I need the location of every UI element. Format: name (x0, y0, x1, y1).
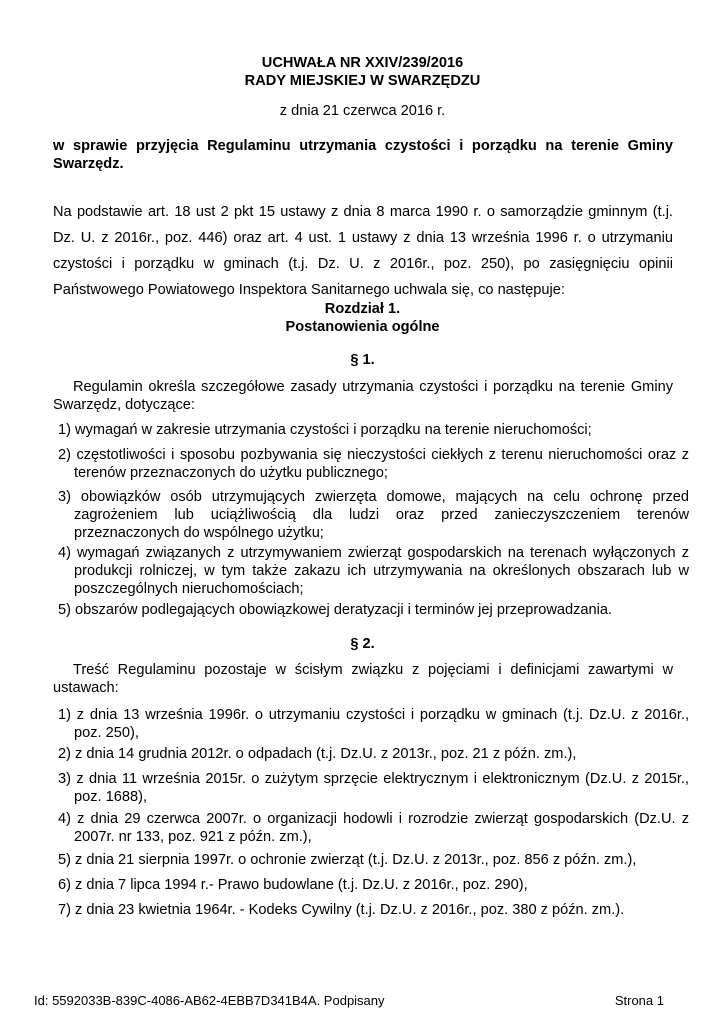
section-1-item: 4) wymagań związanych z utrzymywaniem zwierząt gospodarskich na terenach wyłączonych z produkcji rolniczej, w tym także zakazu ich utrzymywania na określonych obszarach lub w poszczególnych nieruchomościach; (58, 545, 689, 597)
section-2-item: 3) z dnia 11 września 2015r. o zużytym sprzęcie elektrycznym i elektronicznym (Dz.U. z 2015r., poz. 1688), (58, 771, 689, 805)
section-1-heading: § 1. (350, 352, 375, 368)
section-2-item: 2) z dnia 14 grudnia 2012r. o odpadach (t.j. Dz.U. z 2013r., poz. 21 z późn. zm.), (58, 746, 577, 762)
section-1-text: Regulamin określa szczegółowe zasady utrzymania czystości i porządku na terenie Gminy Swarzędz, dotyczące: (53, 379, 673, 413)
section-2-item: 5) z dnia 21 sierpnia 1997r. o ochronie zwierząt (t.j. Dz.U. z 2013r., poz. 856 z późn. zm.), (58, 852, 637, 868)
resolution-subject: w sprawie przyjęcia Regulaminu utrzymania czystości i porządku na terenie Gminy Swarzędz. (53, 138, 673, 172)
resolution-date: z dnia 21 czerwca 2016 r. (279, 103, 446, 119)
page-number: Strona 1 (614, 993, 664, 1008)
section-2-item: 1) z dnia 13 września 1996r. o utrzymaniu czystości i porządku w gminach (t.j. Dz.U. z 2016r., poz. 250), (58, 707, 689, 741)
section-1-item: 5) obszarów podlegających obowiązkowej deratyzacji i terminów jej przeprowadzania. (58, 602, 613, 618)
section-2-heading: § 2. (350, 636, 375, 652)
council-name: RADY MIEJSKIEJ W SWARZĘDZU (244, 73, 481, 89)
chapter-number: Rozdział 1. (324, 301, 401, 317)
section-2-item: 6) z dnia 7 lipca 1994 r.- Prawo budowlane (t.j. Dz.U. z 2016r., poz. 290), (58, 877, 528, 893)
section-1-item: 1) wymagań w zakresie utrzymania czystości i porządku na terenie nieruchomości; (58, 422, 592, 438)
document-id-footer: Id: 5592033B-839C-4086-AB62-4EBB7D341B4A. Podpisany (34, 993, 385, 1008)
section-2-item: 7) z dnia 23 kwietnia 1964r. - Kodeks Cywilny (t.j. Dz.U. z 2016r., poz. 380 z późn. zm.). (58, 902, 625, 918)
legal-basis-paragraph: Na podstawie art. 18 ust 2 pkt 15 ustawy z dnia 8 marca 1990 r. o samorządzie gminnym (t.j. Dz. U. z 2016r., poz. 446) oraz art. 4 ust. 1 ustawy z dnia 13 września 1996 r. o utrzymaniu czystości i porządku w gminach (t.j. Dz. U. z 2016r., poz. 250), po zasięgnięciu opinii Państwowego Powiatowego Inspektora Sanitarnego uchwala się, co następuje: (53, 204, 673, 298)
section-1-item: 3) obowiązków osób utrzymujących zwierzęta domowe, mających na celu ochronę przed zagrożeniem lub uciążliwością dla ludzi oraz przed zanieczyszczeniem terenów przeznaczonych do wspólnego użytku; (58, 489, 689, 541)
section-2-text: Treść Regulaminu pozostaje w ścisłym związku z pojęciami i definicjami zawartymi w ustawach: (53, 662, 673, 696)
chapter-title: Postanowienia ogólne (285, 319, 440, 335)
section-2-item: 4) z dnia 29 czerwca 2007r. o organizacji hodowli i rozrodzie zwierząt gospodarskich (Dz.U. z 2007r. nr 133, poz. 921 z późn. zm.), (58, 811, 689, 845)
resolution-title: UCHWAŁA NR XXIV/239/2016 (261, 55, 464, 71)
section-1-item: 2) częstotliwości i sposobu pozbywania się nieczystości ciekłych z terenu nieruchomości oraz z terenów przeznaczonych do użytku publicznego; (58, 447, 689, 481)
